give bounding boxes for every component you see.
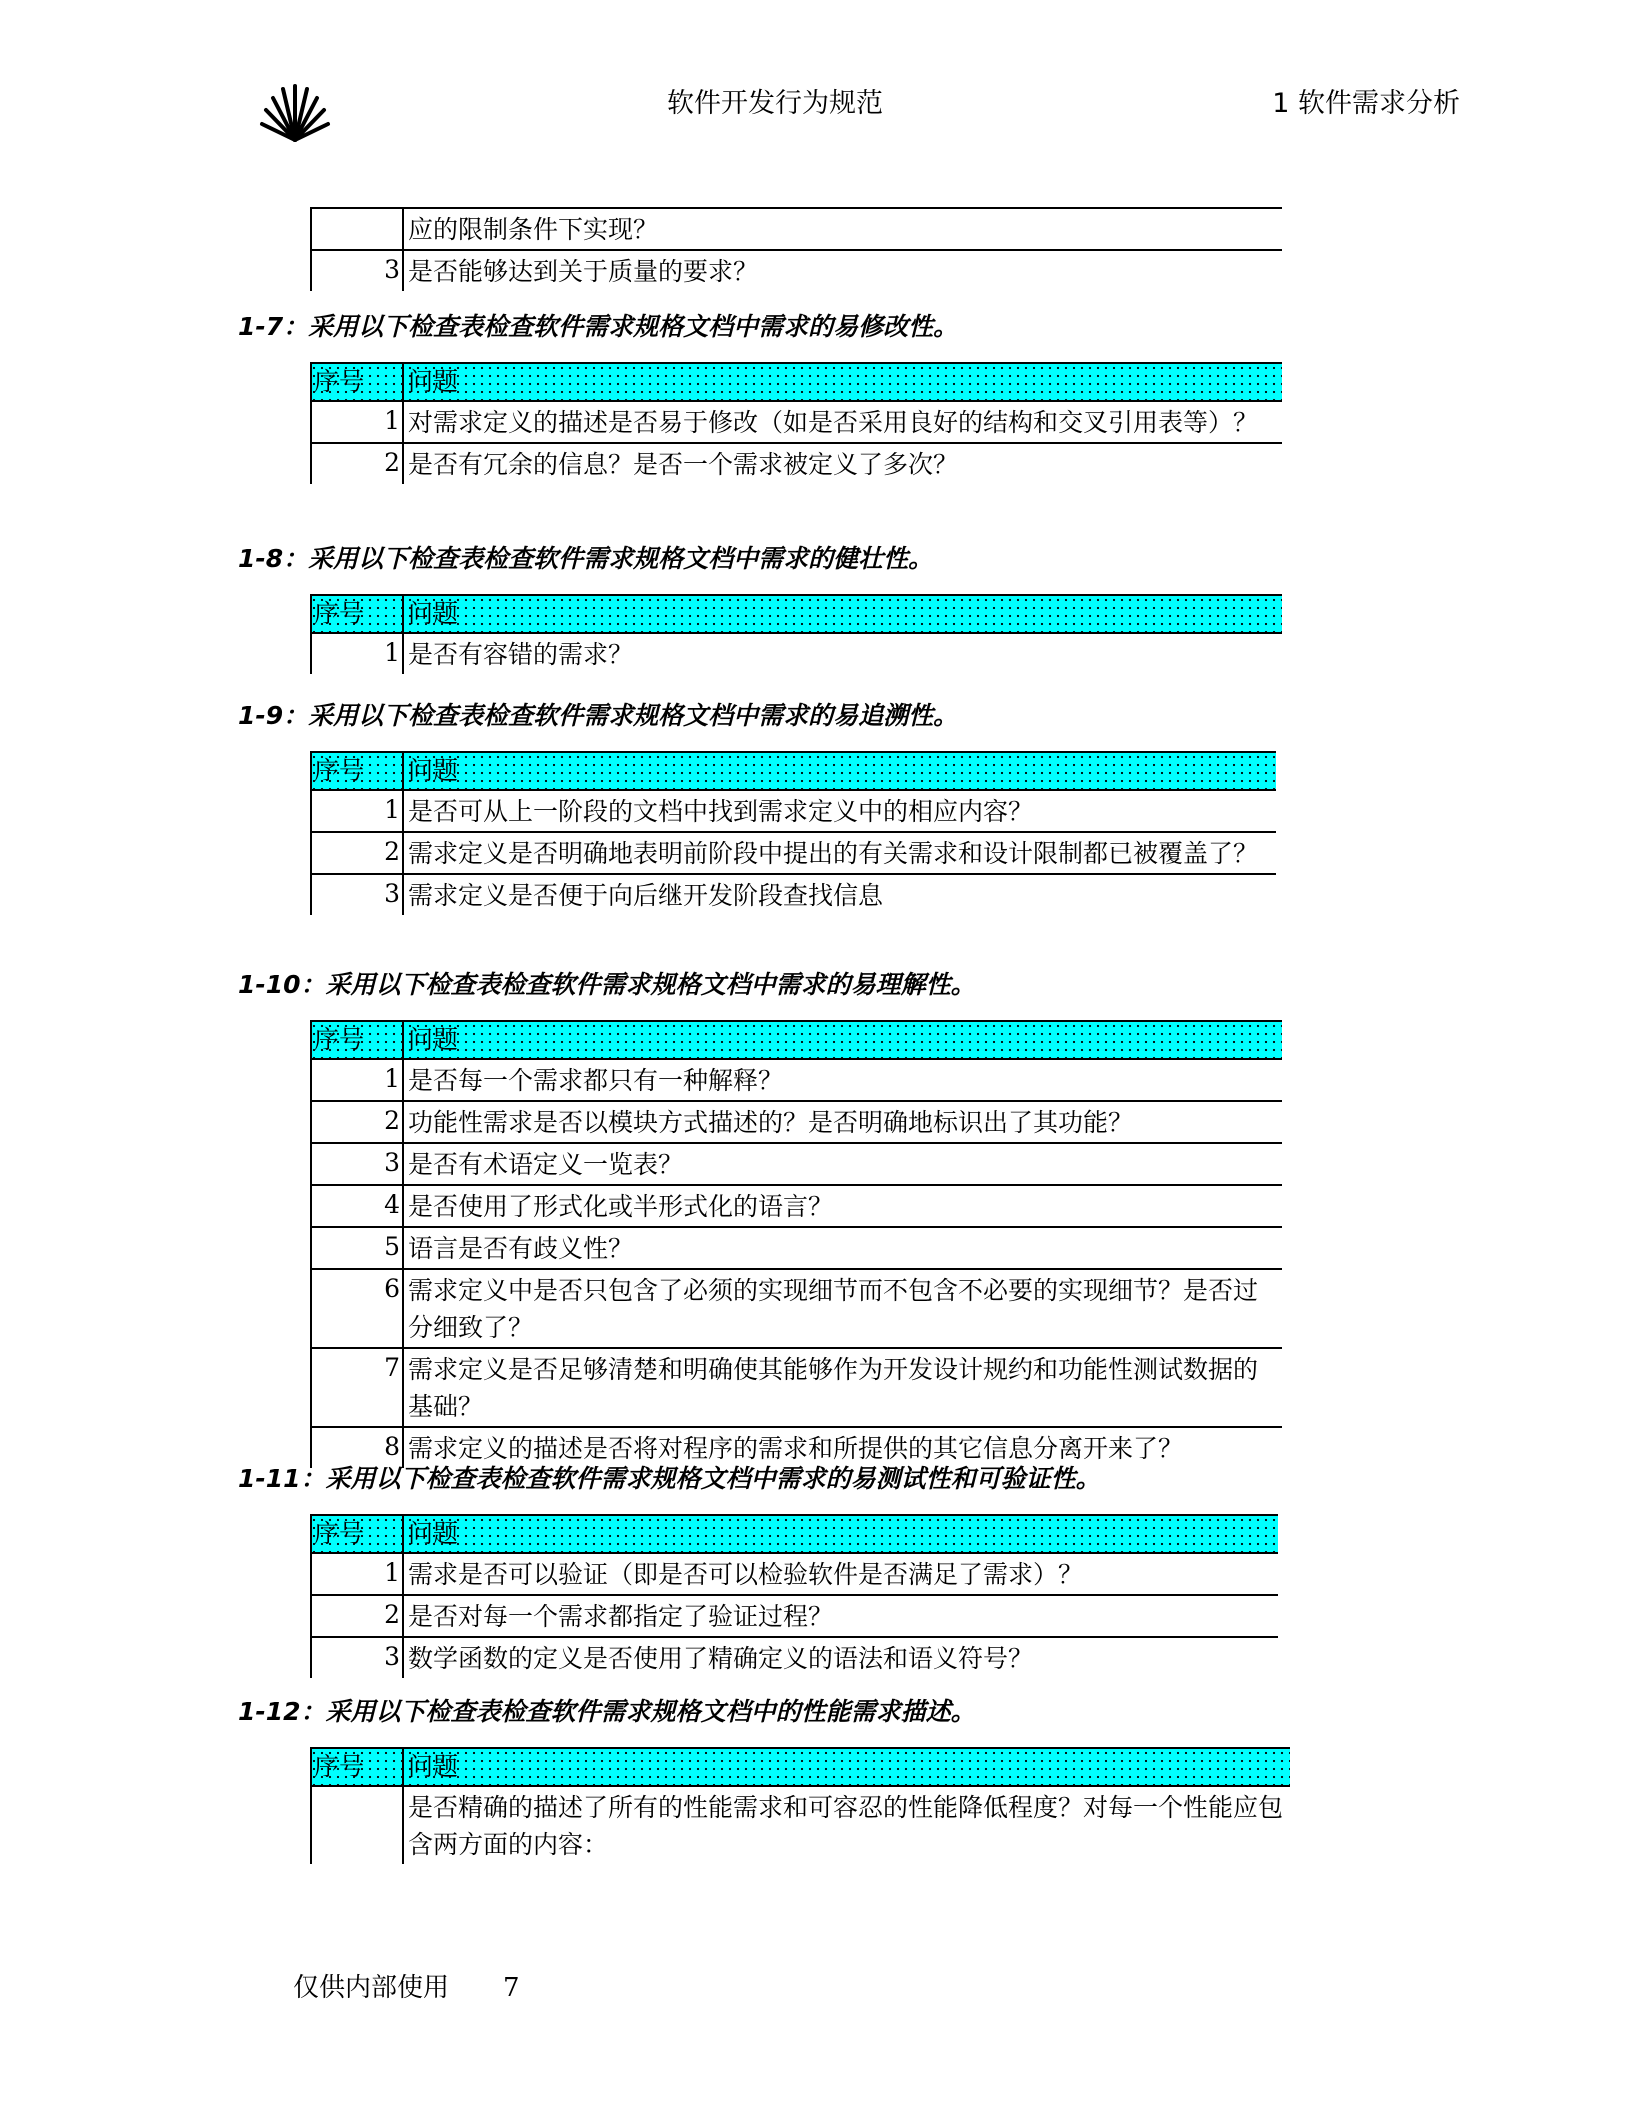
row-question: 是否每一个需求都只有一种解释？ <box>408 1066 784 1095</box>
row-number: 7 <box>310 1349 404 1426</box>
table-row <box>310 1060 1282 1102</box>
table-row <box>310 1554 1278 1596</box>
row-number: 2 <box>310 444 404 484</box>
row-question: 是否精确的描述了所有的性能需求和可容忍的性能降低程度？对每一个性能应包含两方面的内容： <box>408 1793 1284 1859</box>
row-number: 5 <box>310 1228 404 1268</box>
row-question: 是否有术语定义一览表？ <box>408 1150 684 1179</box>
header-question: 问题 <box>408 1025 459 1054</box>
checklist-table <box>310 1747 1290 1864</box>
section-title: 1-7：采用以下检查表检查软件需求规格文档中需求的易修改性。 <box>238 312 959 341</box>
table-row <box>310 444 1282 484</box>
header-num: 序号 <box>310 364 404 400</box>
table-header <box>310 751 1276 791</box>
row-question: 是否使用了形式化或半形式化的语言？ <box>408 1192 834 1221</box>
section-title: 1-12：采用以下检查表检查软件需求规格文档中的性能需求描述。 <box>238 1697 976 1726</box>
row-question: 是否能够达到关于质量的要求？ <box>408 257 759 286</box>
checklist-table <box>310 362 1282 484</box>
header-num: 序号 <box>310 753 404 789</box>
row-number: 3 <box>310 1638 404 1678</box>
row-number: 2 <box>310 1596 404 1636</box>
table-row <box>310 1144 1282 1186</box>
row-number: 3 <box>310 251 404 291</box>
table-row <box>310 1186 1282 1228</box>
checklist-table <box>310 594 1282 674</box>
table-row <box>310 1596 1278 1638</box>
row-question: 数学函数的定义是否使用了精确定义的语法和语义符号？ <box>408 1644 1034 1673</box>
row-question: 是否可从上一阶段的文档中找到需求定义中的相应内容？ <box>408 797 1034 826</box>
table-row <box>310 251 1282 291</box>
page-header-title: 软件开发行为规范 <box>667 88 883 119</box>
section-title: 1-8：采用以下检查表检查软件需求规格文档中需求的健壮性。 <box>238 544 934 573</box>
row-number: 1 <box>310 791 404 831</box>
header-num: 序号 <box>310 1516 404 1552</box>
row-number: 3 <box>310 875 404 915</box>
checklist-table <box>310 751 1276 915</box>
table-header <box>310 1514 1278 1554</box>
table-row <box>310 1787 1290 1864</box>
row-number: 2 <box>310 1102 404 1142</box>
header-question: 问题 <box>408 1752 459 1781</box>
row-question: 应的限制条件下实现？ <box>408 215 659 244</box>
row-question: 语言是否有歧义性？ <box>408 1234 634 1263</box>
header-num: 序号 <box>310 596 404 632</box>
checklist-table <box>310 1514 1278 1678</box>
table-row <box>310 1102 1282 1144</box>
table-row <box>310 1638 1278 1678</box>
header-question: 问题 <box>408 367 459 396</box>
row-question: 需求定义是否便于向后继开发阶段查找信息 <box>408 881 884 910</box>
table-row <box>310 791 1276 833</box>
continued-table <box>310 207 1282 291</box>
table-row <box>310 875 1276 915</box>
table-header <box>310 1747 1290 1787</box>
page-number: 7 <box>503 1973 520 2003</box>
row-number: 8 <box>310 1428 404 1468</box>
row-number <box>310 209 404 249</box>
row-question: 需求定义中是否只包含了必须的实现细节而不包含不必要的实现细节？是否过分细致了？ <box>408 1276 1259 1342</box>
table-header <box>310 362 1282 402</box>
table-header <box>310 1020 1282 1060</box>
row-question: 需求定义是否明确地表明前阶段中提出的有关需求和设计限制都已被覆盖了？ <box>408 839 1259 868</box>
header-question: 问题 <box>408 756 459 785</box>
table-row <box>310 207 1282 251</box>
row-question: 功能性需求是否以模块方式描述的？是否明确地标识出了其功能？ <box>408 1108 1134 1137</box>
row-number: 6 <box>310 1270 404 1347</box>
row-number: 3 <box>310 1144 404 1184</box>
footer-text: 仅供内部使用 <box>293 1973 450 2003</box>
section-title: 1-9：采用以下检查表检查软件需求规格文档中需求的易追溯性。 <box>238 701 959 730</box>
row-question: 需求定义的描述是否将对程序的需求和所提供的其它信息分离开来了？ <box>408 1434 1184 1463</box>
table-row <box>310 833 1276 875</box>
row-number: 1 <box>310 634 404 674</box>
table-row <box>310 1228 1282 1270</box>
section-title: 1-11：采用以下检查表检查软件需求规格文档中需求的易测试性和可验证性。 <box>238 1464 1101 1493</box>
header-num: 序号 <box>310 1022 404 1058</box>
row-number: 1 <box>310 1060 404 1100</box>
row-number: 2 <box>310 833 404 873</box>
row-question: 是否有容错的需求？ <box>408 640 634 669</box>
row-question: 对需求定义的描述是否易于修改（如是否采用良好的结构和交叉引用表等）？ <box>408 408 1259 437</box>
table-row <box>310 1349 1282 1428</box>
page-header-chapter: 1 软件需求分析 <box>1272 88 1460 119</box>
header-num: 序号 <box>310 1749 404 1785</box>
section-title: 1-10：采用以下检查表检查软件需求规格文档中需求的易理解性。 <box>238 970 976 999</box>
table-header <box>310 594 1282 634</box>
row-number: 1 <box>310 1554 404 1594</box>
row-question: 需求定义是否足够清楚和明确使其能够作为开发设计规约和功能性测试数据的基础？ <box>408 1355 1259 1421</box>
row-question: 需求是否可以验证（即是否可以检验软件是否满足了需求）？ <box>408 1560 1084 1589</box>
page-footer <box>293 1970 574 2006</box>
header-question: 问题 <box>408 599 459 628</box>
row-number <box>310 1787 404 1864</box>
header-question: 问题 <box>408 1519 459 1548</box>
row-question: 是否对每一个需求都指定了验证过程？ <box>408 1602 834 1631</box>
row-number: 1 <box>310 402 404 442</box>
table-row <box>310 1270 1282 1349</box>
table-row <box>310 634 1282 674</box>
row-number: 4 <box>310 1186 404 1226</box>
table-row <box>310 402 1282 444</box>
checklist-table <box>310 1020 1282 1468</box>
row-question: 是否有冗余的信息？是否一个需求被定义了多次？ <box>408 450 959 479</box>
